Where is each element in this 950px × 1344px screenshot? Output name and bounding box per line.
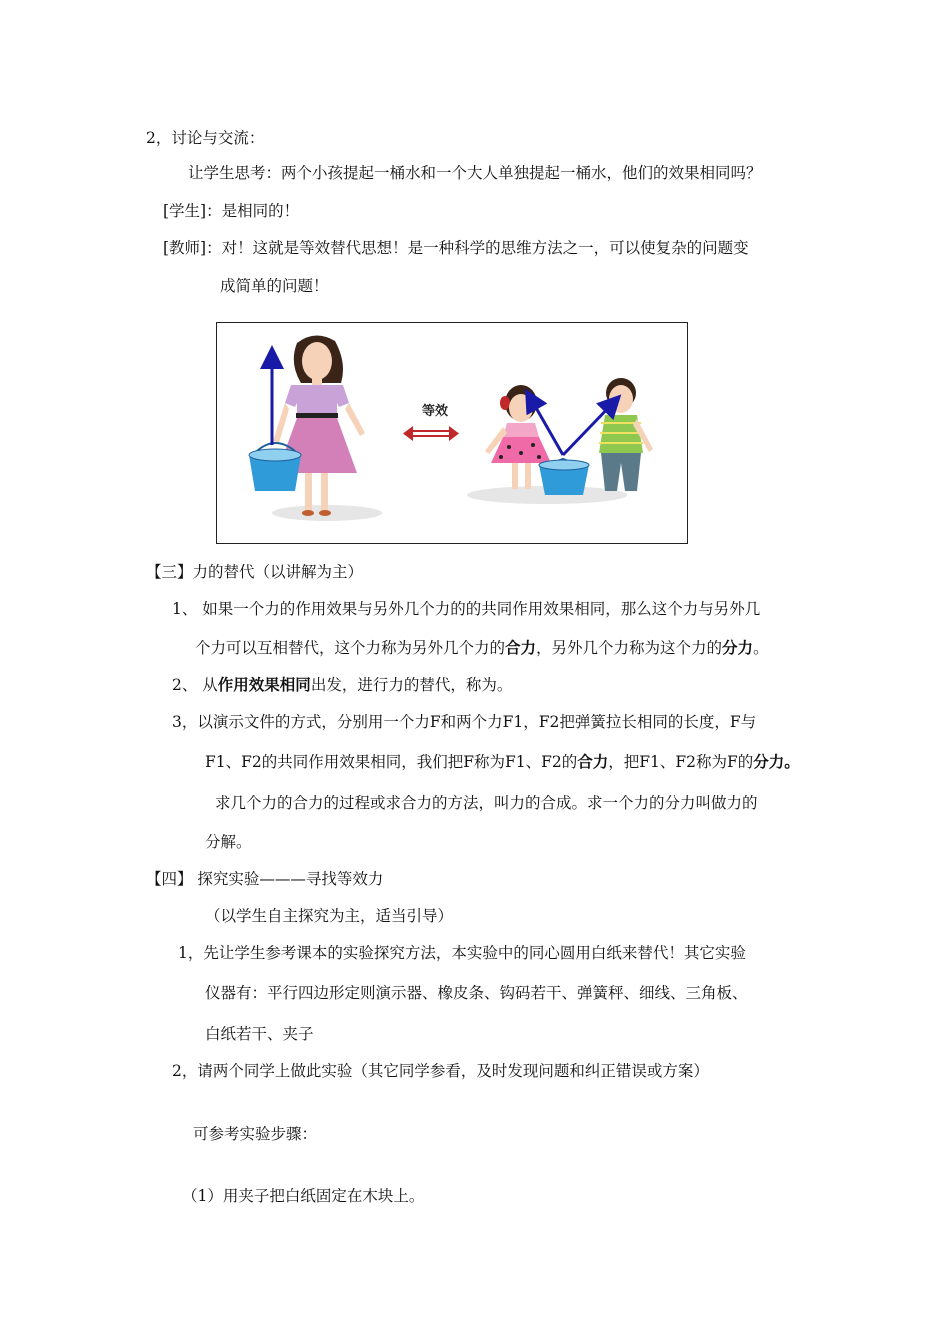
teacher-answer-line2: 成简单的问题！ [220,277,329,295]
boy-figure [599,378,653,491]
term-same-effect: 作用效果相同 [217,675,311,694]
woman-figure [272,335,382,521]
s3-item1-line2 [195,638,769,658]
s3-item1-text-b: ，另外几个力称为这个力的 [536,639,723,657]
s3-item3-text-b: ，把F1、F2称为F的 [608,753,754,771]
s3-item1-text-c: 。 [753,639,769,657]
equivalence-illustration [216,322,688,544]
term-component-force-2: 分力。 [753,752,800,771]
s3-item3-line1: 3，以演示文件的方式，分别用一个力F和两个力F1，F2把弹簧拉长相同的长度，F与 [172,713,757,731]
bucket-right [539,459,589,495]
s3-item3-line3: 求几个力的合力的过程或求合力的方法，叫力的合成。求一个力的分力叫做力的 [215,794,758,812]
section2-heading: 2，讨论与交流： [146,129,265,147]
term-component-force: 分力 [722,638,754,657]
discussion-question: 让学生思考：两个小孩提起一桶水和一个大人单独提起一桶水，他们的效果相同吗？ [188,164,762,182]
s3-item2 [172,675,512,695]
s4-item1-line1: 1，先让学生参考课本的实验探究方法，本实验中的同心圆用白纸来替代！其它实验 [178,944,746,962]
s4-item1-line3: 白纸若干、夹子 [205,1025,314,1043]
s3-item2-text-a: 2、 从 [172,676,218,694]
s3-item2-text-b: 出发，进行力的替代，称为。 [310,676,513,694]
s4-item1-line2: 仪器有：平行四边形定则演示器、橡皮条、钩码若干、弹簧秤、细线、三角板、 [205,984,748,1002]
s3-item3-line2 [205,752,800,772]
section4-heading: 【四】 探究实验———寻找等效力 [146,870,384,888]
equivalence-figure-svg [217,323,686,542]
student-answer: [学生]：是相同的！ [163,202,300,220]
teacher-answer-line1: [教师]：对！这就是等效替代思想！是一种科学的思维方法之一，可以使复杂的问题变 [163,239,749,257]
s3-item3-line4: 分解。 [205,833,252,851]
s3-item3-text-a: F1、F2的共同作用效果相同，我们把F称为F1、F2的 [205,753,578,771]
s3-item1-line1: 1、 如果一个力的作用效果与另外几个力的的共同作用效果相同，那么这个力与另外几 [172,600,761,618]
double-arrow-icon [403,426,459,441]
section3-heading: 【三】力的替代（以讲解为主） [146,563,364,581]
s4-item2: 2，请两个同学上做此实验（其它同学参看，及时发现问题和纠正错误或方案） [172,1062,709,1080]
term-resultant-force: 合力 [505,638,537,657]
s3-item1-text-a: 个力可以互相替代，这个力称为另外几个力的 [195,639,506,657]
term-resultant-force-2: 合力 [577,752,609,771]
s4-step1: （1）用夹子把白纸固定在木块上。 [182,1187,425,1205]
equivalence-label: 等效 [422,404,449,419]
bucket-left [249,443,301,491]
section4-subheading: （以学生自主探究为主，适当引导） [205,907,454,925]
s4-reference-steps: 可参考实验步骤： [193,1125,318,1143]
